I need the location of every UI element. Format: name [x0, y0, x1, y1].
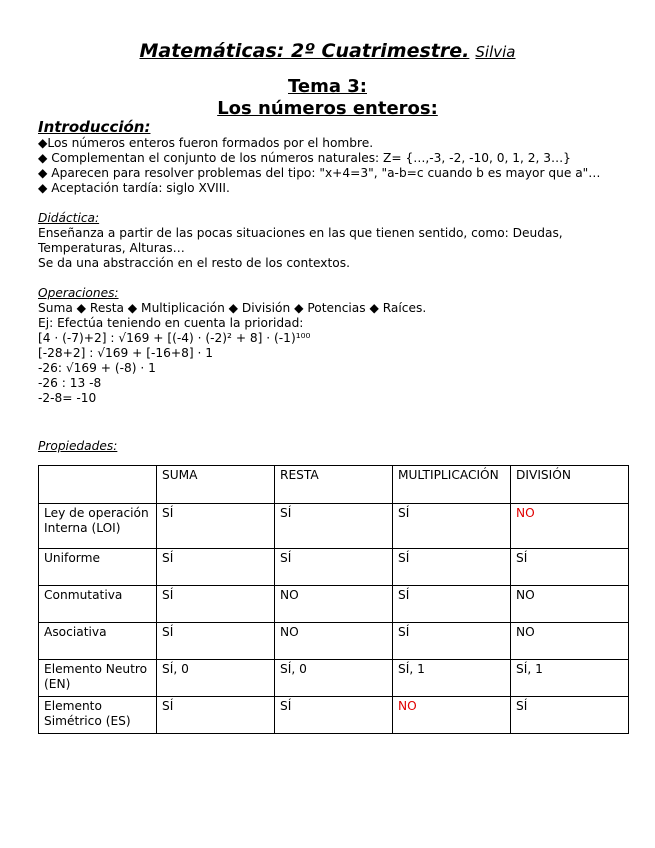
table-cell: SÍ: [511, 697, 629, 734]
table-cell: SÍ, 0: [157, 660, 275, 697]
row-label: Elemento Neutro (EN): [39, 660, 157, 697]
title-text: Matemáticas: 2º Cuatrimestre.: [139, 40, 470, 62]
row-label: Elemento Simétrico (ES): [39, 697, 157, 734]
table-cell: NO: [393, 697, 511, 734]
document-body: [38, 118, 628, 454]
table-header-cell: SUMA: [157, 466, 275, 504]
intro-bullet: ◆ Aparecen para resolver problemas del tipo: "x+4=3", "a-b=c cuando b es mayor que a"…: [38, 166, 601, 180]
table-cell: SÍ: [157, 697, 275, 734]
operaciones-line: -26 : 13 -8: [38, 376, 102, 390]
topic-heading: [0, 76, 655, 120]
table-cell: NO: [511, 586, 629, 623]
table-row: [39, 549, 629, 586]
table-cell: SÍ: [157, 623, 275, 660]
table-cell: SÍ: [275, 504, 393, 549]
table-cell: SÍ: [275, 549, 393, 586]
table-cell: SÍ: [157, 504, 275, 549]
didactica-text: Enseñanza a partir de las pocas situaciones en las que tienen sentido, como: Deudas, Temperaturas, Alturas…: [38, 226, 563, 255]
table-cell: SÍ: [393, 623, 511, 660]
didactica-text: Se da una abstracción en el resto de los contextos.: [38, 256, 350, 270]
row-label: Uniforme: [39, 549, 157, 586]
topic-line-2: Los números enteros:: [217, 98, 438, 119]
author-name: Silvia: [475, 43, 516, 61]
table-cell: NO: [511, 623, 629, 660]
table-cell: SÍ, 1: [511, 660, 629, 697]
table-row: [39, 697, 629, 734]
table-header-cell: [39, 466, 157, 504]
intro-bullet: ◆Los números enteros fueron formados por el hombre.: [38, 136, 374, 150]
table-cell: SÍ: [157, 586, 275, 623]
operaciones-line: [-28+2] : √169 + [-16+8] · 1: [38, 346, 213, 360]
propiedades-heading: Propiedades:: [38, 439, 118, 453]
table-cell: SÍ: [393, 549, 511, 586]
intro-bullet: ◆ Aceptación tardía: siglo XVIII.: [38, 181, 230, 195]
table-header-cell: DIVISIÓN: [511, 466, 629, 504]
operaciones-line: Suma ◆ Resta ◆ Multiplicación ◆ División ◆ Potencias ◆ Raíces.: [38, 301, 427, 315]
operaciones-line: -26: √169 + (-8) · 1: [38, 361, 156, 375]
properties-table: [38, 465, 629, 734]
table-cell: SÍ, 0: [275, 660, 393, 697]
operaciones-heading: Operaciones:: [38, 286, 119, 300]
operaciones-line: -2-8= -10: [38, 391, 97, 405]
table-row: [39, 504, 629, 549]
row-label: Ley de operación Interna (LOI): [39, 504, 157, 549]
table-cell: SÍ, 1: [393, 660, 511, 697]
page-title: [0, 40, 655, 62]
table-cell: NO: [511, 504, 629, 549]
row-label: Conmutativa: [39, 586, 157, 623]
table-row: [39, 660, 629, 697]
intro-heading: Introducción:: [38, 118, 151, 136]
table-header-cell: RESTA: [275, 466, 393, 504]
table-row: [39, 586, 629, 623]
table-cell: SÍ: [511, 549, 629, 586]
operaciones-line: [4 · (-7)+2] : √169 + [(-4) · (-2)² + 8] · (-1)¹⁰⁰: [38, 331, 311, 345]
table-header-cell: MULTIPLICACIÓN: [393, 466, 511, 504]
row-label: Asociativa: [39, 623, 157, 660]
topic-line-1: Tema 3:: [288, 76, 367, 97]
table-cell: SÍ: [393, 504, 511, 549]
table-header-row: [39, 466, 629, 504]
table-cell: SÍ: [157, 549, 275, 586]
didactica-heading: Didáctica:: [38, 211, 100, 225]
operaciones-line: Ej: Efectúa teniendo en cuenta la prioridad:: [38, 316, 304, 330]
table-cell: NO: [275, 586, 393, 623]
intro-bullet: ◆ Complementan el conjunto de los números naturales: Z= {…,-3, -2, -10, 0, 1, 2, 3…}: [38, 151, 571, 165]
table-cell: SÍ: [393, 586, 511, 623]
table-cell: SÍ: [275, 697, 393, 734]
table-row: [39, 623, 629, 660]
table-cell: NO: [275, 623, 393, 660]
